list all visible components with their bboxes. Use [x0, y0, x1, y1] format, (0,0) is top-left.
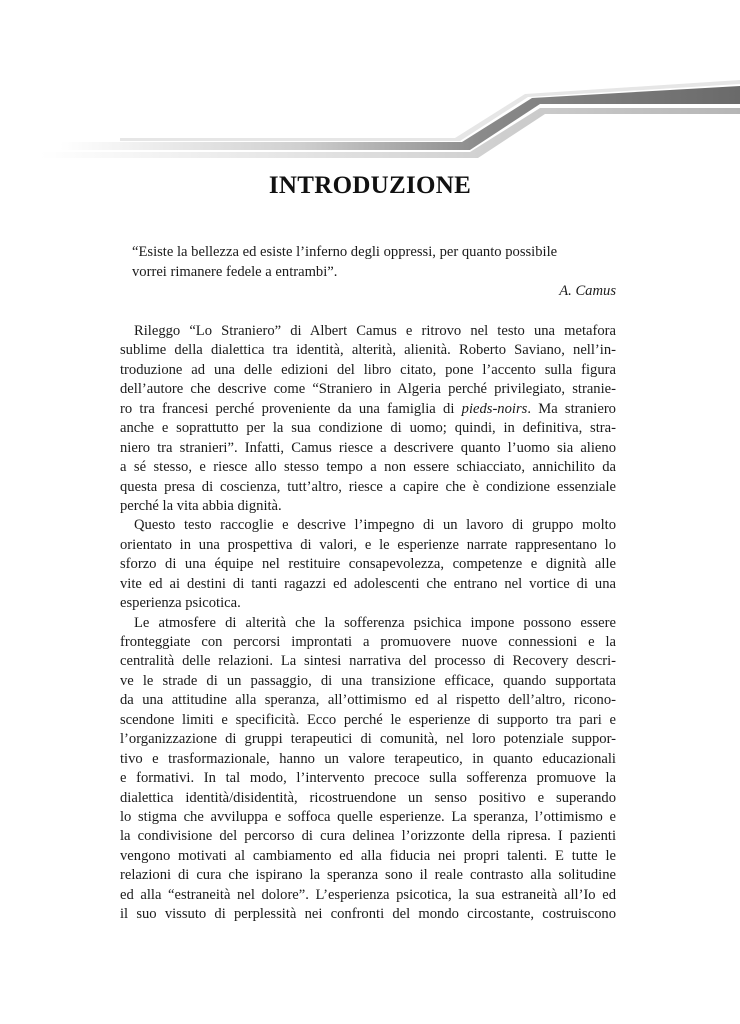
text-line: questa presa di coscienza, tutt’altro, riesce a capire che è condizione essenziale: [120, 478, 616, 495]
italic-term: pieds-noirs: [461, 400, 528, 417]
text-line: a sé stesso, e riesce allo stesso tempo a non essere schiacciato, annichilito da: [120, 459, 616, 476]
text-line: lo stigma che avviluppa e soffoca quelle esperienze. La speranza, l’ottimismo e: [120, 808, 616, 825]
text-line: fronteggiate con percorsi improntati a promuovere nuove connessioni e la: [120, 634, 616, 650]
text-line: ve le strade di un passaggio, di una transizione efficace, quando supportata: [120, 672, 616, 689]
text-line: sublime della dialettica tra identità, alterità, alienità. Roberto Saviano, nell’in-: [120, 342, 616, 359]
text-line: vengono motivati al cambiamento ed alla fiducia nei propri talenti. E tutte le: [120, 847, 616, 864]
text-line: l’organizzazione di gruppi terapeutici di comunità, nel loro potenziale suppor-: [120, 731, 616, 748]
text-line-with-italic: [120, 400, 616, 419]
epigraph-quote-line: vorrei rimanere fedele a entrambi”.: [132, 263, 338, 280]
text-line: il suo vissuto di perplessità nei confronti del mondo circostante, costruiscono: [120, 906, 616, 923]
epigraph: [132, 243, 616, 302]
text-line: relazioni di cura che ispirano la speranza sono il reale contrasto alla solitudine: [120, 867, 616, 884]
epigraph-quote-line: “Esiste la bellezza ed esiste l’inferno degli oppressi, per quanto possibile: [132, 244, 558, 260]
text-line: orientato in una prospettiva di valori, e le esperienze narrate rappresentano lo: [120, 536, 616, 553]
text-line: vite ed ai destini di tanti ragazzi ed adolescenti che entrano nel vortice di una: [120, 575, 616, 592]
text-line: troduzione ad una delle edizioni del libro citato, pone l’accento sulla figura: [120, 361, 616, 378]
text-line: Questo testo raccoglie e descrive l’impegno di un lavoro di gruppo molto: [134, 517, 616, 534]
text-line: la condivisione del percorso di cura delinea l’orizzonte della ripresa. I pazienti: [120, 828, 616, 845]
text-line: da una attitudine alla speranza, all’ottimismo ed al rispetto dell’altro, ricono-: [120, 692, 616, 709]
text-fragment: ro tra francesi perché proveniente da una famiglia di: [120, 400, 462, 417]
page-title: INTRODUZIONE: [268, 172, 472, 199]
text-line: Le atmosfere di alterità che la sofferenza psichica impone possono essere: [134, 614, 616, 631]
header-decorative-rule: [0, 0, 740, 170]
epigraph-author: A. Camus: [559, 283, 616, 299]
text-line: dialettica identità/disidentità, ricostruendone un senso positivo e superando: [120, 789, 616, 806]
text-line: anche e soprattutto per la sua condizione di uomo; quindi, in definitiva, stra-: [120, 420, 616, 437]
text-line: esperienza psicotica.: [120, 595, 241, 612]
text-line: ed alla “estraneità nel dolore”. L’esperienza psicotica, la sua estraneità all’Io ed: [120, 886, 616, 903]
text-line: niero tra stranieri”. Infatti, Camus riesce a descrivere quanto l’uomo sia alieno: [120, 439, 616, 456]
text-fragment: . Ma straniero: [527, 400, 616, 417]
text-line: sforzo di una équipe nel restituire consapevolezza, competenze e dignità alle: [120, 556, 616, 573]
text-line: perché la vita abbia dignità.: [120, 497, 282, 514]
body-text: [120, 322, 616, 925]
text-line: tivo e trasformazionale, hanno un valore terapeutico, in quanto educazionali: [120, 750, 616, 767]
text-line: Rileggo “Lo Straniero” di Albert Camus e ritrovo nel testo una metafora: [134, 323, 616, 339]
text-line: e formativi. In tal modo, l’intervento precoce sulla sofferenza promuove la: [120, 770, 616, 787]
text-line: dell’autore che descrive come “Straniero in Algeria perché privilegiato, stranie-: [120, 381, 616, 398]
text-line: scendone limiti e specificità. Ecco perché le esperienze di supporto tra pari e: [120, 711, 616, 728]
text-line: centralità delle relazioni. La sintesi narrativa del processo di Recovery descri-: [120, 653, 616, 670]
